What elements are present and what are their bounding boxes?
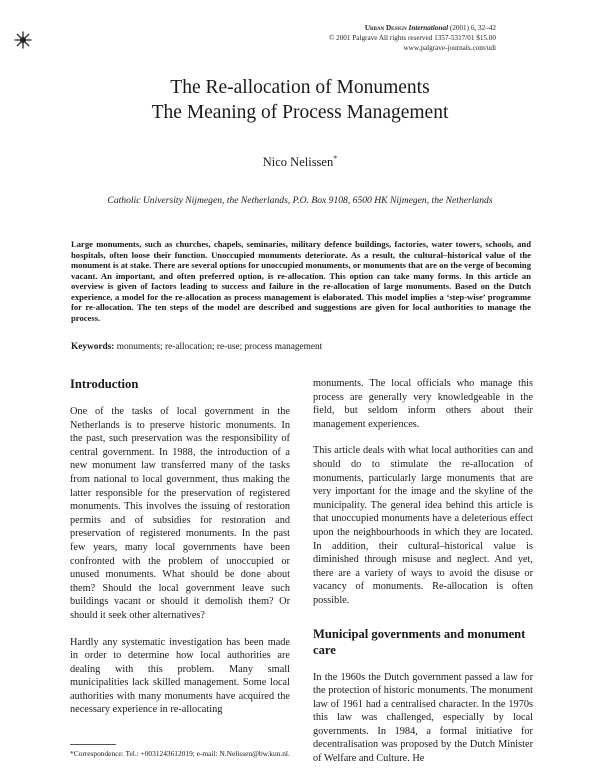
author-affiliation: Catholic University Nijmegen, the Netherlands, P.O. Box 9108, 6500 HK Nijmegen, the Netherlands: [107, 195, 493, 206]
paragraph: Hardly any systematic investigation has been made in order to determine how local authorities are dealing with this problem. Many small municipalities lack skilled management. Some local authorities with many monuments have acquired the necessary experience in re-allocating: [70, 636, 290, 716]
author-footnote-mark: *: [333, 154, 338, 163]
paragraph: This article deals with what local authorities can and should do to stimulate the re-allocation of monuments, particularly large monuments that are very important for the image and the skyline of the municipality. The general idea behind this article is that unoccupied monuments have a deleterious effect upon the neighbourhoods in which they are located. In addition, their cultural–historical value is diminished through misuse and neglect. And yet, there are a variety of ways to avoid the disuse or vacancy of monuments. Re-allocation is often possible.: [313, 445, 533, 606]
section-heading-introduction: Introduction: [70, 377, 139, 391]
keywords-list: monuments; re-allocation; re-use; process management: [114, 342, 323, 352]
right-column: [313, 377, 533, 766]
keywords: [71, 342, 322, 352]
abstract: Large monuments, such as churches, chapels, seminaries, military defence buildings, factories, water towers, schools, and hospitals, often loose their function. Unoccupied monuments deteriorate. As a result, the cultural–historical value of the monument is at stake. There are several options for unoccupied monuments, or monuments that are on the verge of becoming vacant. An important, and often preferred option, is re-allocation. This option can take many forms. In this article an overview is given of factors leading to success and failure in the re-allocation of large monuments. Based on the Dutch experience, a model for the re-allocation as process management is elaborated. This model implies a ‘step-wise’ programme for re-allocation. The ten steps of the model are described and suggestions are given for local authorities to manage the process.: [71, 239, 531, 323]
paragraph: monuments. The local officials who manage this process are generally very knowledgeable in the field, but seldom inform others about their management experiences.: [313, 378, 533, 430]
keywords-label: Keywords:: [71, 342, 115, 352]
article-title: [0, 75, 600, 125]
author-text: Nico Nelissen: [262, 155, 334, 170]
paragraph: One of the tasks of local government in the Netherlands is to preserve historic monuments. In the past, such preservation was the responsibility of central government. In 1988, the introduction of a new monument law transferred many of the tasks from national to local government, thus making the latter responsible for the preservation of registered monuments. This involves the issuing of restoration permits and of subsidies for restoration and preservation of registered monuments. In the past few years, many local governments have been confronted with the problem of unoccupied or unused monuments. What should be done about them? Should the local government leave such buildings vacant or should it demolish them? Or should it seek other alternatives?: [70, 406, 290, 621]
journal-issue: (2001) 6, 32–42: [448, 24, 496, 32]
author-name: [0, 154, 600, 170]
publisher-logo-icon: [13, 30, 33, 50]
section-heading-municipal: Municipal governments and monument care: [313, 626, 526, 657]
journal-citation: [329, 24, 496, 34]
title-line-2: The Meaning of Process Management: [151, 102, 449, 123]
left-column: [70, 376, 290, 717]
paragraph: In the 1960s the Dutch government passed a law for the protection of historic monuments. The monument law of 1961 had a centralised character. In the 1970s this law was challenged, especially by local governments. In 1984, a formal initiative for decentralisation was proposed by the Dutch Minister of Welfare and Culture. He: [313, 671, 533, 765]
correspondence-footnote: *Correspondence: Tel.: +0031243612019; e-mail: N.Nelissen@bw.kun.nl.: [70, 749, 290, 758]
title-line-1: The Re-allocation of Monuments: [170, 77, 430, 98]
journal-header: [329, 24, 496, 54]
journal-name-italic: International: [408, 24, 449, 32]
journal-url[interactable]: www.palgrave-journals.com/udi: [403, 44, 496, 53]
footnote-divider: [70, 744, 116, 745]
journal-name: Urban Design: [364, 24, 409, 32]
journal-copyright: © 2001 Palgrave All rights reserved 1357-5317/01 $15.00: [328, 33, 496, 42]
